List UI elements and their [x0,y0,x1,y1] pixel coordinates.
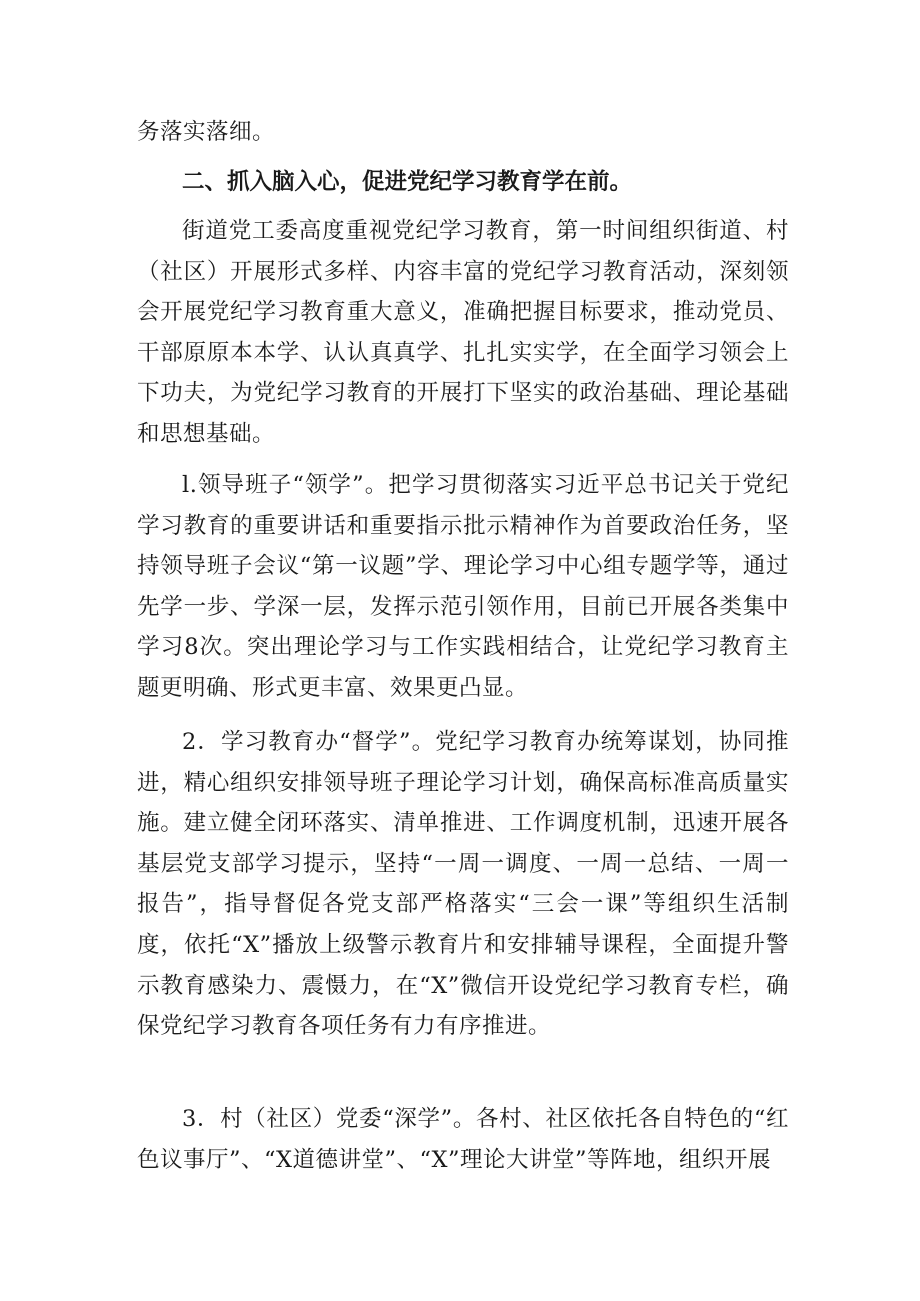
item-2-paragraph: 2．学习教育办“督学”。党纪学习教育办统筹谋划，协同推进，精心组织安排领导班子理论学习计划，确保高标准高质量实施。建立健全闭环落实、清单推进、工作调度机制，迅速开展各基层党支部学习提示，坚持“一周一调度、一周一总结、一周一报告”，指导督促各党支部严格落实“三会一课”等组织生活制度，依托“X”播放上级警示教育片和安排辅导课程，全面提升警示教育感染力、震慑力，在“X”微信开设党纪学习教育专栏，确保党纪学习教育各项任务有力有序推进。 [137,729,789,1040]
item-1-paragraph: l.领导班子“领学”。把学习贯彻落实习近平总书记关于党纪学习教育的重要讲话和重要指示批示精神作为首要政治任务，坚持领导班子会议“第一议题”学、理论学习中心组专题学等，通过先学一步、学深一层，发挥示范引领作用，目前已开展各类集中学习8次。突出理论学习与工作实践相结合，让党纪学习教育主题更明确、形式更丰富、效果更凸显。 [137,472,789,701]
section-heading: 二、抓入脑入心，促进党纪学习教育学在前。 [182,169,633,195]
continuation-line: 务落实落细。 [137,119,276,145]
intro-paragraph: 街道党工委高度重视党纪学习教育，第一时间组织街道、村（社区）开展形式多样、内容丰富的党纪学习教育活动，深刻领会开展党纪学习教育重大意义，准确把握目标要求，推动党员、干部原原本本学、认认真真学、扎扎实实学，在全面学习领会上下功夫，为党纪学习教育的开展打下坚实的政治基础、理论基础和思想基础。 [137,218,789,447]
item-3-paragraph: 3．村（社区）党委“深学”。各村、社区依托各自特色的“红色议事厅”、“X道德讲堂”、“X”理论大讲堂”等阵地，组织开展 [137,1106,789,1173]
